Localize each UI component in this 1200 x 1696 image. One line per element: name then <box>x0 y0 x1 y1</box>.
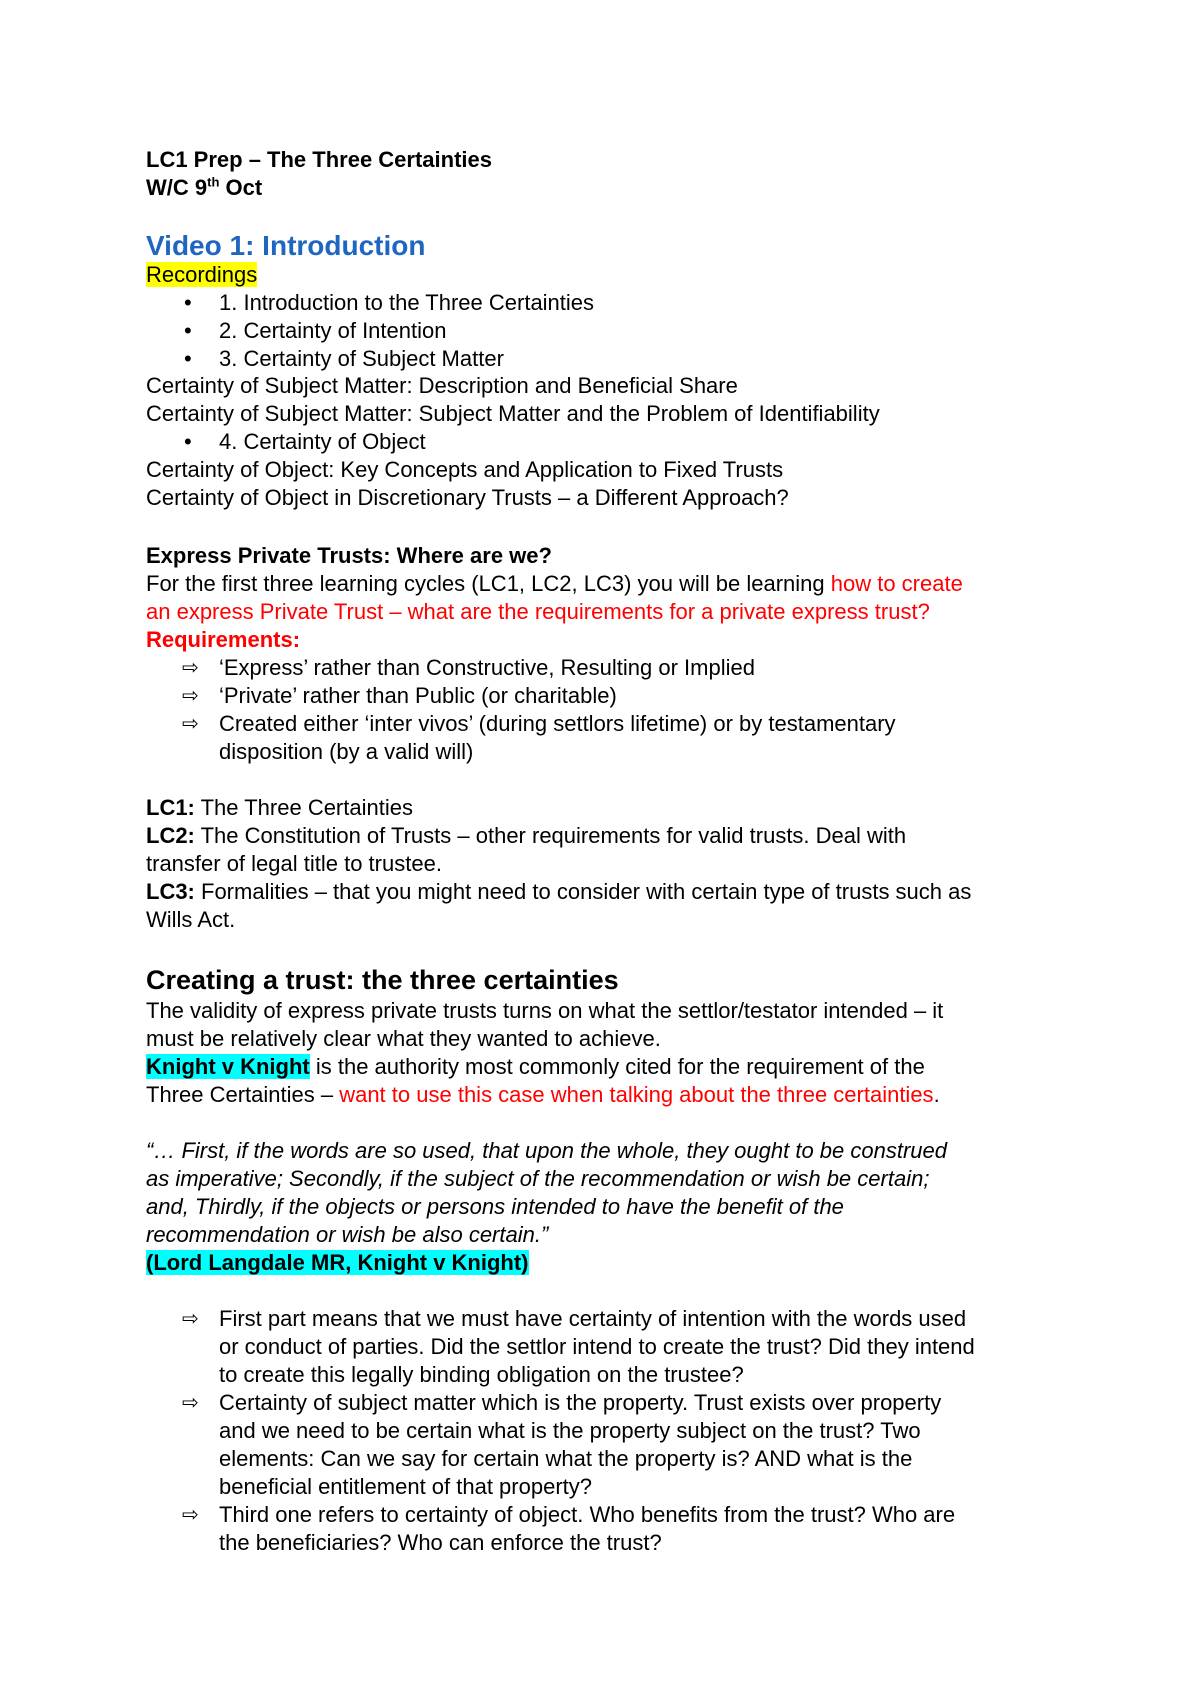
validity-para-line-1: The validity of express private trusts turns on what the settlor/testator intended – it <box>146 998 944 1023</box>
bullet-dot-icon: • <box>184 346 192 371</box>
lc3-line <box>146 878 971 906</box>
lc2-line <box>146 822 906 850</box>
lc3-label: LC3: <box>146 879 195 904</box>
week-suffix: Oct <box>219 175 263 200</box>
case-name-highlight: Knight v Knight <box>146 1054 310 1079</box>
recording-item-1: 1. Introduction to the Three Certainties <box>219 290 595 315</box>
lc1-text: The Three Certainties <box>194 795 413 820</box>
lc3-text: Formalities – that you might need to consider with certain type of trusts such as <box>194 879 972 904</box>
express-intro-line-1 <box>146 570 963 598</box>
knight-text: is the authority most commonly cited for the requirement of the <box>309 1054 925 1079</box>
recordings-label <box>146 261 257 289</box>
recording-item-4: 4. Certainty of Object <box>219 429 426 454</box>
recording-sub-line: Certainty of Subject Matter: Subject Matter and the Problem of Identifiability <box>146 401 880 426</box>
point-line: Third one refers to certainty of object. Who benefits from the trust? Who are <box>219 1502 956 1527</box>
point-line: and we need to be certain what is the property subject on the trust? Two <box>219 1418 921 1443</box>
arrow-right-icon: ⇨ <box>182 1308 199 1330</box>
week-superscript: th <box>207 174 220 190</box>
recordings-highlight: Recordings <box>146 262 258 287</box>
requirements-label: Requirements: <box>146 627 301 652</box>
arrow-right-icon: ⇨ <box>182 657 199 679</box>
bullet-dot-icon: • <box>184 290 192 315</box>
week-prefix: W/C 9 <box>146 175 208 200</box>
arrow-right-icon: ⇨ <box>182 1504 199 1526</box>
recording-sub-line: Certainty of Object: Key Concepts and Application to Fixed Trusts <box>146 457 784 482</box>
video-heading: Video 1: Introduction <box>146 230 426 261</box>
creating-heading: Creating a trust: the three certainties <box>146 965 619 995</box>
quote-line: recommendation or wish be also certain.” <box>146 1222 549 1247</box>
lc2-text: The Constitution of Trusts – other requirements for valid trusts. Deal with <box>194 823 907 848</box>
knight-text-2: Three Certainties – <box>146 1082 340 1107</box>
validity-para-line-2: must be relatively clear what they wanted to achieve. <box>146 1026 661 1051</box>
bullet-dot-icon: • <box>184 429 192 454</box>
recording-sub-line: Certainty of Object in Discretionary Trusts – a Different Approach? <box>146 485 789 510</box>
bullet-dot-icon: • <box>184 318 192 343</box>
arrow-right-icon: ⇨ <box>182 685 199 707</box>
point-line: elements: Can we say for certain what the property is? AND what is the <box>219 1446 913 1471</box>
point-line: Certainty of subject matter which is the property. Trust exists over property <box>219 1390 942 1415</box>
recording-item-2: 2. Certainty of Intention <box>219 318 447 343</box>
lc1-line <box>146 794 413 822</box>
express-intro-red: how to create <box>830 571 963 596</box>
express-intro-text: For the first three learning cycles (LC1, LC2, LC3) you will be learning <box>146 571 831 596</box>
knight-line-1 <box>146 1053 925 1081</box>
arrow-right-icon: ⇨ <box>182 713 199 735</box>
recording-sub-line: Certainty of Subject Matter: Description and Beneficial Share <box>146 373 738 398</box>
requirement-item: ‘Private’ rather than Public (or charitable) <box>219 683 617 708</box>
lc2-line-continued: transfer of legal title to trustee. <box>146 851 442 876</box>
arrow-right-icon: ⇨ <box>182 1392 199 1414</box>
lc2-label: LC2: <box>146 823 195 848</box>
knight-period: . <box>933 1082 940 1107</box>
citation-line <box>146 1249 529 1277</box>
express-intro-line-2: an express Private Trust – what are the requirements for a private express trust? <box>146 599 930 624</box>
knight-line-2 <box>146 1081 940 1109</box>
recording-item-3: 3. Certainty of Subject Matter <box>219 346 504 371</box>
quote-line: and, Thirdly, if the objects or persons intended to have the benefit of the <box>146 1194 844 1219</box>
lc3-line-continued: Wills Act. <box>146 907 236 932</box>
point-line: First part means that we must have certainty of intention with the words used <box>219 1306 967 1331</box>
point-line: the beneficiaries? Who can enforce the trust? <box>219 1530 662 1555</box>
lc1-label: LC1: <box>146 795 195 820</box>
point-line: or conduct of parties. Did the settlor intend to create the trust? Did they intend <box>219 1334 975 1359</box>
page-title: LC1 Prep – The Three Certainties <box>146 147 492 172</box>
point-line: to create this legally binding obligation on the trustee? <box>219 1362 744 1387</box>
quote-line: as imperative; Secondly, if the subject of the recommendation or wish be certain; <box>146 1166 930 1191</box>
week-label <box>146 174 262 202</box>
requirement-item: Created either ‘inter vivos’ (during settlors lifetime) or by testamentary <box>219 711 896 736</box>
quote-line: “… First, if the words are so used, that upon the whole, they ought to be construed <box>146 1138 948 1163</box>
requirement-item-continued: disposition (by a valid will) <box>219 739 474 764</box>
citation-highlight: (Lord Langdale MR, Knight v Knight) <box>146 1250 529 1275</box>
point-line: beneficial entitlement of that property? <box>219 1474 593 1499</box>
knight-red-text: want to use this case when talking about the three certainties <box>339 1082 934 1107</box>
requirement-item: ‘Express’ rather than Constructive, Resulting or Implied <box>219 655 755 680</box>
express-heading: Express Private Trusts: Where are we? <box>146 543 552 568</box>
